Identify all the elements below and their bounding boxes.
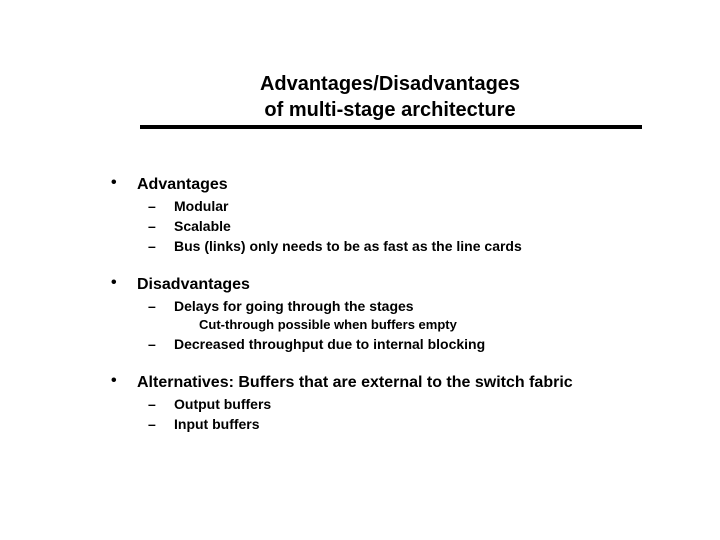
- bullet-heading: Disadvantages: [137, 276, 250, 293]
- title-underline: [140, 125, 642, 129]
- title-line-1: Advantages/Disadvantages: [259, 73, 521, 95]
- list-item-text: Decreased throughput due to internal blocking: [174, 336, 486, 352]
- list-item-text: Delays for going through the stages: [174, 298, 414, 314]
- list-item-text: Input buffers: [174, 416, 260, 432]
- list-item-text: Modular: [174, 198, 229, 214]
- list-item-text: Scalable: [174, 218, 231, 234]
- sub-note: Cut-through possible when buffers empty: [199, 317, 457, 332]
- dash-icon: –: [148, 336, 156, 352]
- dash-icon: –: [148, 298, 156, 314]
- dash-icon: –: [148, 396, 156, 412]
- list-item-text: Bus (links) only needs to be as fast as the line cards: [174, 238, 522, 254]
- dash-icon: –: [148, 218, 156, 234]
- bullet-icon: •: [111, 274, 117, 291]
- list-item-text: Output buffers: [174, 396, 272, 412]
- dash-icon: –: [148, 416, 156, 432]
- bullet-icon: •: [111, 174, 117, 191]
- dash-icon: –: [148, 198, 156, 214]
- dash-icon: –: [148, 238, 156, 254]
- title-line-2: of multi-stage architecture: [264, 99, 516, 121]
- bullet-heading: Alternatives: Buffers that are external to the switch fabric: [137, 374, 573, 391]
- bullet-heading: Advantages: [137, 176, 228, 193]
- bullet-icon: •: [111, 372, 117, 389]
- slide-title: [140, 71, 640, 123]
